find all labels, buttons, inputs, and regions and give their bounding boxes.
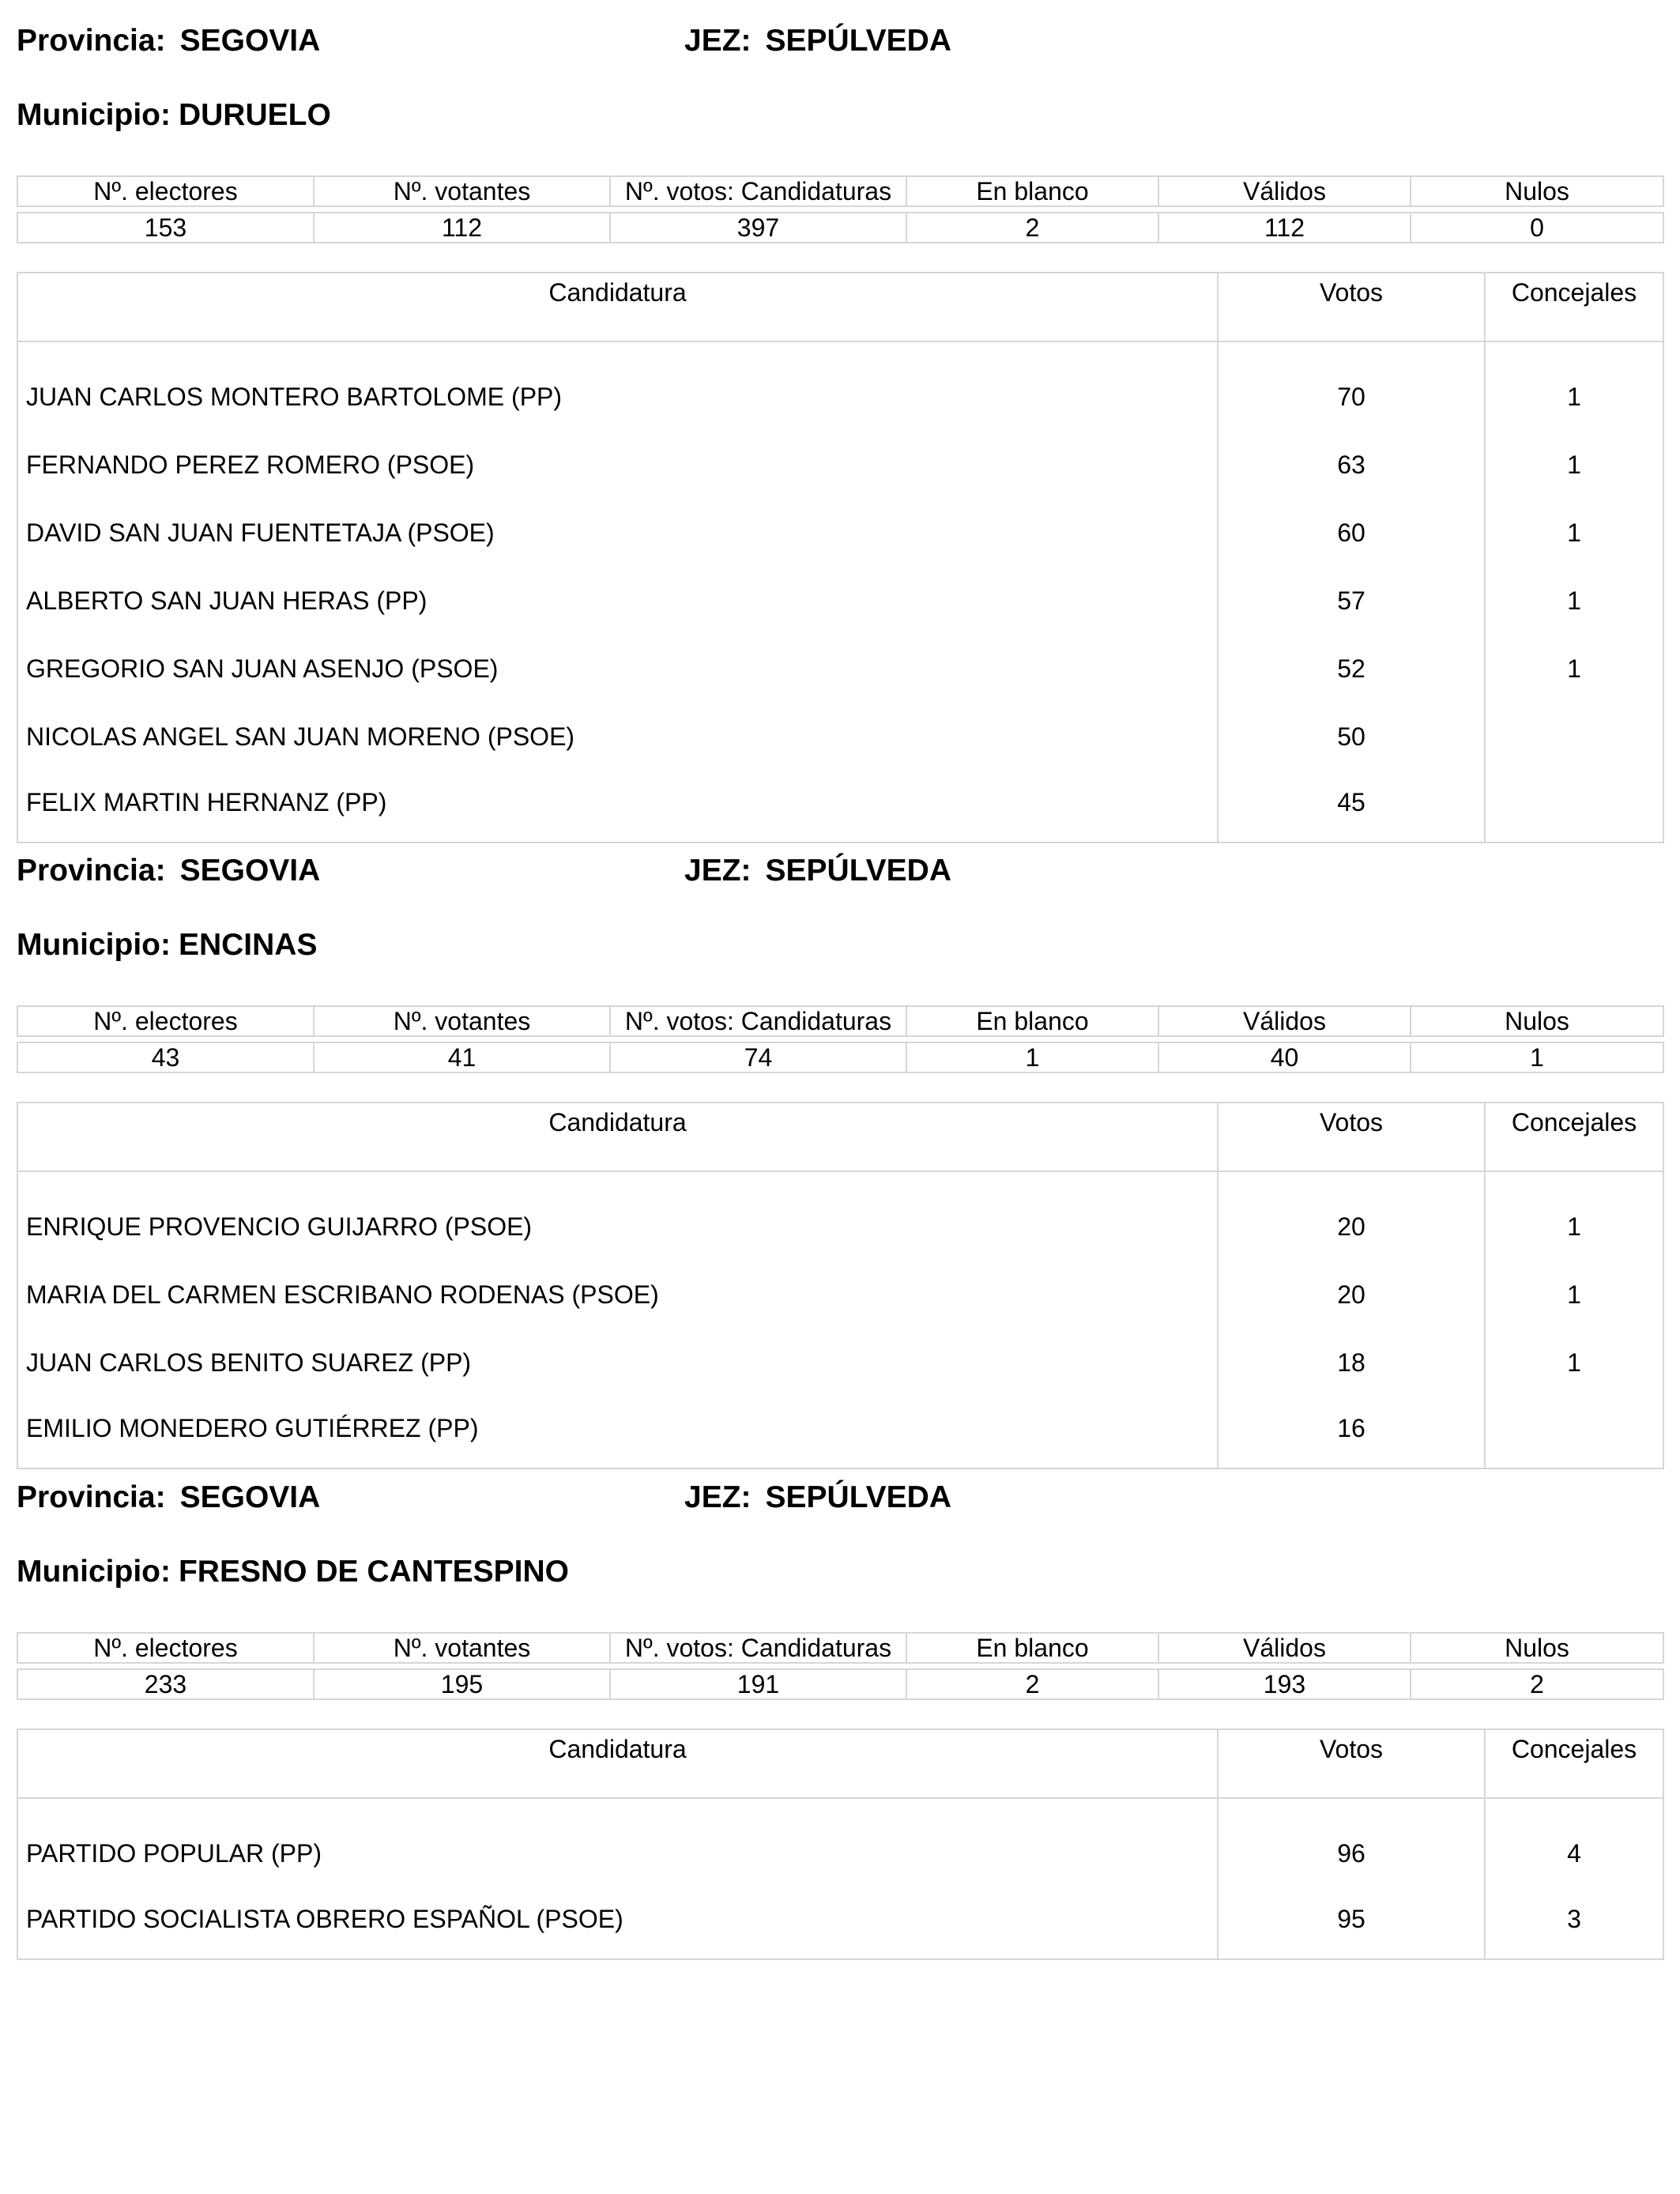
table-row xyxy=(17,431,1663,499)
concejales-header: Concejales xyxy=(1485,273,1663,341)
candidate-concejales: 1 xyxy=(1567,586,1581,615)
provincia-value: SEGOVIA xyxy=(179,24,321,58)
stats-header: Nº. electores xyxy=(17,176,314,206)
table-row xyxy=(17,1887,1663,1959)
candidate-name: GREGORIO SAN JUAN ASENJO (PSOE) xyxy=(17,635,1218,703)
candidate-concejales: 1 xyxy=(1567,518,1581,547)
stats-value: 41 xyxy=(314,1042,610,1072)
provincia-label: Provincia: SEGOVIA xyxy=(17,1480,321,1514)
stats-value: 0 xyxy=(1411,213,1663,243)
stats-value: 2 xyxy=(906,1669,1158,1699)
candidate-votos: 60 xyxy=(1218,499,1485,567)
header-line xyxy=(17,1480,1663,1518)
stats-header: Válidos xyxy=(1158,1006,1411,1036)
candidate-name: ENRIQUE PROVENCIO GUIJARRO (PSOE) xyxy=(17,1171,1218,1261)
jez-label: JEZ: SEPÚLVEDA xyxy=(684,24,952,58)
jez-label: JEZ: SEPÚLVEDA xyxy=(684,1480,952,1514)
votos-header: Votos xyxy=(1218,1103,1485,1171)
votos-header: Votos xyxy=(1218,273,1485,341)
stats-value: 1 xyxy=(1411,1042,1663,1072)
candidates-table xyxy=(17,272,1664,843)
candidate-name: JUAN CARLOS BENITO SUAREZ (PP) xyxy=(17,1329,1218,1397)
candidates-table xyxy=(17,1728,1664,1960)
stats-header: Nº. votos: Candidaturas xyxy=(610,1633,906,1663)
candidate-name: ALBERTO SAN JUAN HERAS (PP) xyxy=(17,567,1218,635)
candidate-votos: 45 xyxy=(1218,771,1485,843)
candidate-votos: 70 xyxy=(1218,341,1485,431)
stats-header: Nº. electores xyxy=(17,1006,314,1036)
stats-header-row xyxy=(17,1633,1663,1663)
concejales-header: Concejales xyxy=(1485,1729,1663,1798)
candidate-votos: 63 xyxy=(1218,431,1485,499)
candidate-concejales: 1 xyxy=(1567,382,1581,411)
municipio-title: Municipio: FRESNO DE CANTESPINO xyxy=(17,1555,570,1589)
stats-value: 193 xyxy=(1158,1669,1411,1699)
provincia-value: SEGOVIA xyxy=(179,1480,321,1514)
provincia-label: Provincia: SEGOVIA xyxy=(17,854,321,888)
stats-header: Nº. votantes xyxy=(314,1633,610,1663)
stats-value: 43 xyxy=(17,1042,314,1072)
header-line xyxy=(17,24,1663,62)
stats-header: Nº. votos: Candidaturas xyxy=(610,176,906,206)
stats-header: Nulos xyxy=(1411,1006,1663,1036)
candidate-votos: 57 xyxy=(1218,567,1485,635)
provincia-value: SEGOVIA xyxy=(179,854,321,888)
header-line xyxy=(17,854,1663,892)
candidate-name: FELIX MARTIN HERNANZ (PP) xyxy=(17,771,1218,843)
table-row xyxy=(17,341,1663,431)
stats-value: 112 xyxy=(314,213,610,243)
table-row xyxy=(17,567,1663,635)
candidate-name: DAVID SAN JUAN FUENTETAJA (PSOE) xyxy=(17,499,1218,567)
candidate-concejales: 1 xyxy=(1567,654,1581,683)
stats-header: Nulos xyxy=(1411,1633,1663,1663)
stats-header-row xyxy=(17,1006,1663,1036)
candidate-name: JUAN CARLOS MONTERO BARTOLOME (PP) xyxy=(17,341,1218,431)
candidate-votos: 50 xyxy=(1218,703,1485,771)
stats-value-row xyxy=(17,1042,1663,1072)
jez-label: JEZ: SEPÚLVEDA xyxy=(684,854,952,888)
table-row xyxy=(17,635,1663,703)
candidate-name: PARTIDO SOCIALISTA OBRERO ESPAÑOL (PSOE) xyxy=(17,1887,1218,1959)
jez-value: SEPÚLVEDA xyxy=(765,24,952,58)
candidatura-header: Candidatura xyxy=(17,1103,1218,1171)
stats-value: 112 xyxy=(1158,213,1411,243)
jez-value: SEPÚLVEDA xyxy=(765,1480,952,1514)
candidatura-header: Candidatura xyxy=(17,1729,1218,1798)
stats-table xyxy=(17,175,1664,243)
candidates-header-row xyxy=(17,1103,1663,1171)
candidate-name: PARTIDO POPULAR (PP) xyxy=(17,1798,1218,1887)
provincia-label: Provincia: SEGOVIA xyxy=(17,24,321,58)
candidate-votos: 16 xyxy=(1218,1397,1485,1468)
table-row xyxy=(17,1171,1663,1261)
stats-header: Nulos xyxy=(1411,176,1663,206)
municipio-title: Municipio: ENCINAS xyxy=(17,928,318,962)
table-row xyxy=(17,1397,1663,1468)
municipio-value: DURUELO xyxy=(178,98,331,132)
candidate-votos: 18 xyxy=(1218,1329,1485,1397)
stats-value: 195 xyxy=(314,1669,610,1699)
stats-value: 1 xyxy=(906,1042,1158,1072)
stats-header: En blanco xyxy=(906,176,1158,206)
stats-header: Nº. electores xyxy=(17,1633,314,1663)
stats-value: 74 xyxy=(610,1042,906,1072)
candidate-concejales xyxy=(1485,703,1663,771)
stats-header-row xyxy=(17,176,1663,206)
municipio-value: ENCINAS xyxy=(178,928,318,962)
candidatura-header: Candidatura xyxy=(17,273,1218,341)
table-row xyxy=(17,1798,1663,1887)
candidates-header-row xyxy=(17,273,1663,341)
candidate-name: NICOLAS ANGEL SAN JUAN MORENO (PSOE) xyxy=(17,703,1218,771)
candidate-concejales: 1 xyxy=(1567,1348,1581,1377)
candidate-concejales: 4 xyxy=(1567,1838,1581,1868)
stats-value: 153 xyxy=(17,213,314,243)
candidate-votos: 52 xyxy=(1218,635,1485,703)
stats-header: En blanco xyxy=(906,1006,1158,1036)
stats-table xyxy=(17,1632,1664,1700)
stats-table xyxy=(17,1005,1664,1073)
candidate-concejales: 3 xyxy=(1567,1905,1581,1933)
candidates-table xyxy=(17,1102,1664,1469)
candidate-concejales xyxy=(1485,771,1663,843)
table-row xyxy=(17,771,1663,843)
votos-header: Votos xyxy=(1218,1729,1485,1798)
stats-value-row xyxy=(17,213,1663,243)
stats-value-row xyxy=(17,1669,1663,1699)
stats-header: En blanco xyxy=(906,1633,1158,1663)
table-row xyxy=(17,499,1663,567)
candidate-votos: 20 xyxy=(1218,1171,1485,1261)
stats-header: Válidos xyxy=(1158,1633,1411,1663)
stats-value: 233 xyxy=(17,1669,314,1699)
stats-value: 40 xyxy=(1158,1042,1411,1072)
stats-header: Nº. votantes xyxy=(314,1006,610,1036)
municipio-title: Municipio: DURUELO xyxy=(17,98,331,132)
candidate-votos: 95 xyxy=(1218,1887,1485,1959)
candidate-votos: 20 xyxy=(1218,1261,1485,1329)
candidate-concejales xyxy=(1485,1397,1663,1468)
table-row xyxy=(17,1329,1663,1397)
candidate-concejales: 1 xyxy=(1567,1212,1581,1241)
stats-header: Nº. votos: Candidaturas xyxy=(610,1006,906,1036)
table-row xyxy=(17,703,1663,771)
candidate-name: FERNANDO PEREZ ROMERO (PSOE) xyxy=(17,431,1218,499)
candidate-concejales: 1 xyxy=(1567,1280,1581,1309)
stats-value: 2 xyxy=(1411,1669,1663,1699)
jez-value: SEPÚLVEDA xyxy=(765,854,952,888)
candidate-name: EMILIO MONEDERO GUTIÉRREZ (PP) xyxy=(17,1397,1218,1468)
candidate-votos: 96 xyxy=(1218,1798,1485,1887)
stats-header: Nº. votantes xyxy=(314,176,610,206)
stats-value: 397 xyxy=(610,213,906,243)
candidate-name: MARIA DEL CARMEN ESCRIBANO RODENAS (PSOE) xyxy=(17,1261,1218,1329)
candidates-header-row xyxy=(17,1729,1663,1798)
stats-header: Válidos xyxy=(1158,176,1411,206)
stats-value: 2 xyxy=(906,213,1158,243)
stats-value: 191 xyxy=(610,1669,906,1699)
municipio-value: FRESNO DE CANTESPINO xyxy=(178,1555,570,1589)
table-row xyxy=(17,1261,1663,1329)
concejales-header: Concejales xyxy=(1485,1103,1663,1171)
candidate-concejales: 1 xyxy=(1567,450,1581,479)
